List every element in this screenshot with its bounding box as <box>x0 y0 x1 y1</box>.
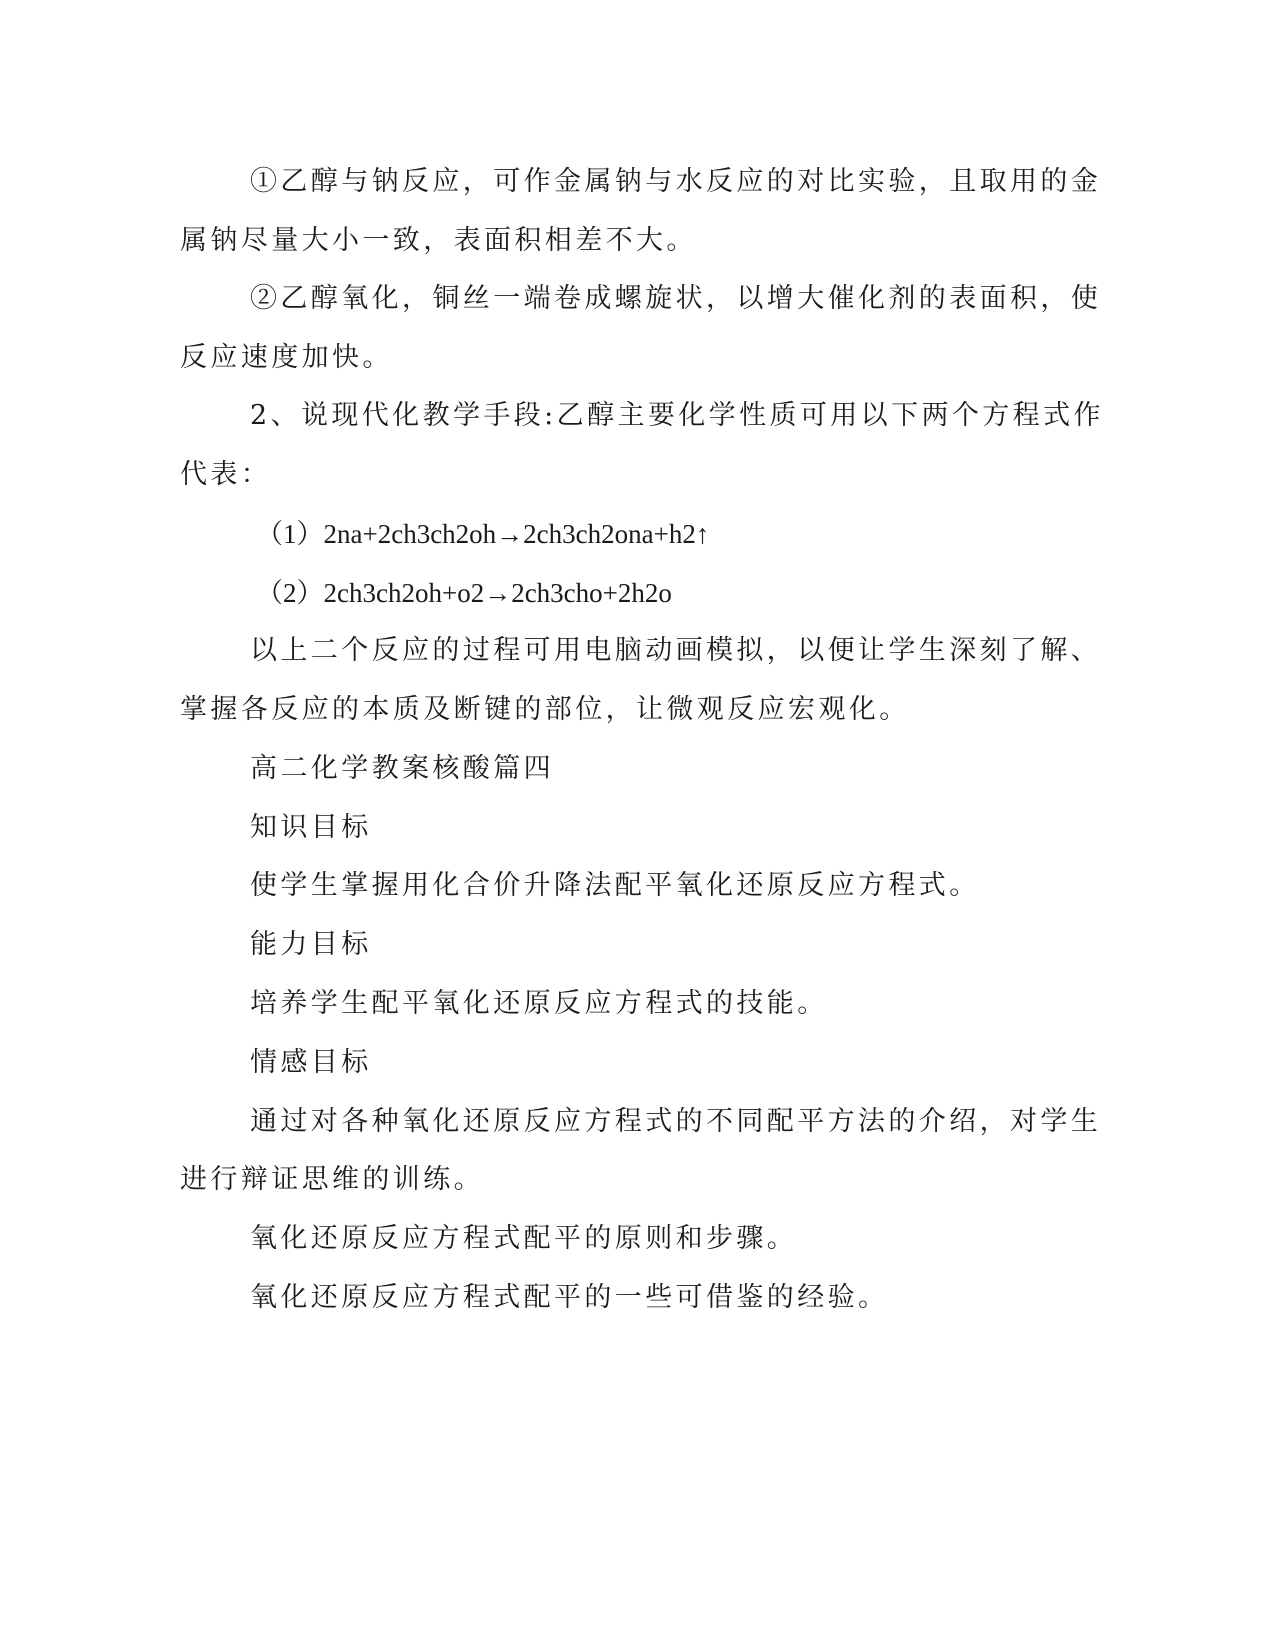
paragraph-sodium-reaction-line-2: 属钠尽量大小一致，表面积相差不大。 <box>180 225 697 256</box>
paragraph-animation-line-2: 掌握各反应的本质及断键的部位，让微观反应宏观化。 <box>180 694 910 725</box>
knowledge-goal-title: 知识目标 <box>250 812 372 843</box>
section-heading: 高二化学教案核酸篇四 <box>250 753 554 784</box>
paragraph-sodium-reaction-line-1: ①乙醇与钠反应，可作金属钠与水反应的对比实验，且取用的金 <box>250 166 1102 197</box>
emotion-goal-text-line-1: 通过对各种氧化还原反应方程式的不同配平方法的介绍，对学生 <box>250 1106 1102 1137</box>
paragraph-oxidation-line-1: ②乙醇氧化，铜丝一端卷成螺旋状，以增大催化剂的表面积，使 <box>250 283 1102 314</box>
equation-1: （1）2na+2ch3ch2oh→2ch3ch2ona+h2↑ <box>256 519 710 549</box>
emotion-goal-text-line-2: 进行辩证思维的训练。 <box>180 1164 484 1195</box>
paragraph-teaching-means-line-2: 代表： <box>180 459 272 490</box>
knowledge-goal-text: 使学生掌握用化合价升降法配平氧化还原反应方程式。 <box>250 870 980 901</box>
paragraph-teaching-means-line-1: 2、说现代化教学手段:乙醇主要化学性质可用以下两个方程式作 <box>250 400 1104 431</box>
difficulty-text: 氧化还原反应方程式配平的一些可借鉴的经验。 <box>250 1282 889 1313</box>
equation-2: （2）2ch3ch2oh+o2→2ch3cho+2h2o <box>256 578 672 608</box>
key-point-text: 氧化还原反应方程式配平的原则和步骤。 <box>250 1223 798 1254</box>
paragraph-animation-line-1: 以上二个反应的过程可用电脑动画模拟，以便让学生深刻了解、 <box>250 635 1102 666</box>
ability-goal-text: 培养学生配平氧化还原反应方程式的技能。 <box>250 988 828 1019</box>
emotion-goal-title: 情感目标 <box>250 1047 372 1078</box>
paragraph-oxidation-line-2: 反应速度加快。 <box>180 342 393 373</box>
ability-goal-title: 能力目标 <box>250 929 372 960</box>
